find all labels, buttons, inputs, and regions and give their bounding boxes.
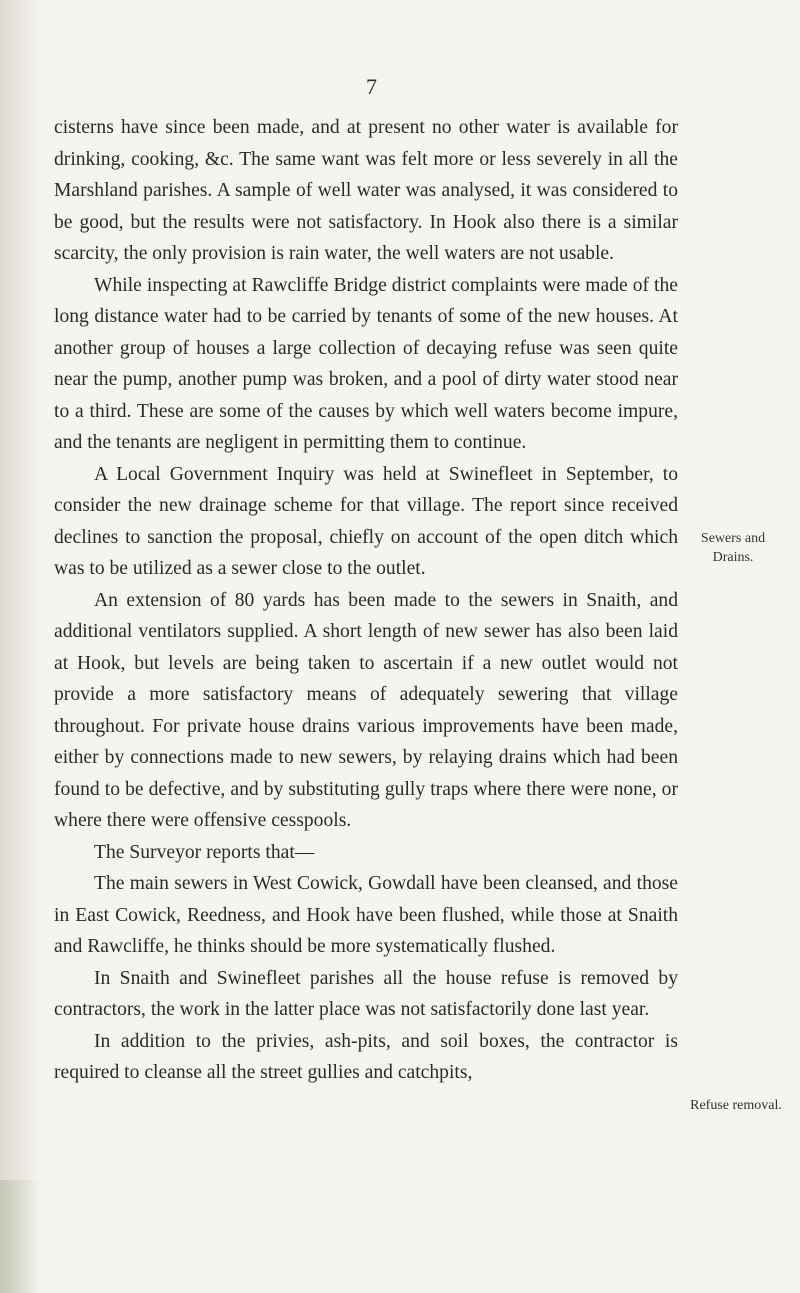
paragraph-3: A Local Government Inquiry was held at Swinefleet in September, to consider the new drainage scheme for that village. The report since received declines to sanction the proposal, chiefly on account of the open ditch which was to be utilized as a sewer close to the outlet. [54, 463, 678, 579]
paragraph-8: In addition to the privies, ash-pits, and soil boxes, the contractor is required to cleanse all the street gullies and catchpits, [54, 1030, 678, 1083]
body-text [54, 112, 678, 1089]
margin-note-refuse-removal: Refuse removal. [690, 1098, 782, 1113]
paragraph-6: The main sewers in West Cowick, Gowdall have been cleansed, and those in East Cowick, Reedness, and Hook have been flushed, while those at Snaith and Rawcliffe, he thinks should be more systematically flushed. [54, 873, 678, 957]
paragraph-2: While inspecting at Rawcliffe Bridge district complaints were made of the long distance water had to be carried by tenants of some of the new houses. At another group of houses a large collection of decaying refuse was seen quite near the pump, another pump was broken, and a pool of dirty water stood near to a third. These are some of the causes by which well waters become impure, and the tenants are negligent in permitting them to continue. [54, 274, 678, 453]
margin-note-line: Sewers and [700, 531, 766, 546]
page-edge-shadow [0, 0, 40, 1293]
margin-note-line: Drains. [712, 550, 754, 565]
margin-note-sewers-and-drains [688, 529, 778, 567]
paragraph-5: The Surveyor reports that— [94, 841, 315, 863]
page-number: 7 [366, 74, 377, 99]
paragraph-1: cisterns have since been made, and at present no other water is available for drinking, cooking, &c. The same want was felt more or less severely in all the Marshland parishes. A sample of well water was analysed, it was considered to be good, but the results were not satisfactory. In Hook also there is a similar scarcity, the only provision is rain water, the well waters are not usable. [54, 117, 678, 264]
page-corner-stain [0, 1180, 40, 1293]
paragraph-4: An extension of 80 yards has been made to the sewers in Snaith, and additional ventilators supplied. A short length of new sewer has also been laid at Hook, but levels are being taken to ascertain if a new outlet would not provide a more satisfactory means of adequately sewering that village throughout. For private house drains various improvements have been made, either by connections made to new sewers, by relaying drains which had been found to be defective, and by substituting gully traps where there were none, or where there were offensive cesspools. [54, 589, 678, 831]
paragraph-7: In Snaith and Swinefleet parishes all the house refuse is removed by contractors, the work in the latter place was not satisfactorily done last year. [54, 967, 678, 1020]
